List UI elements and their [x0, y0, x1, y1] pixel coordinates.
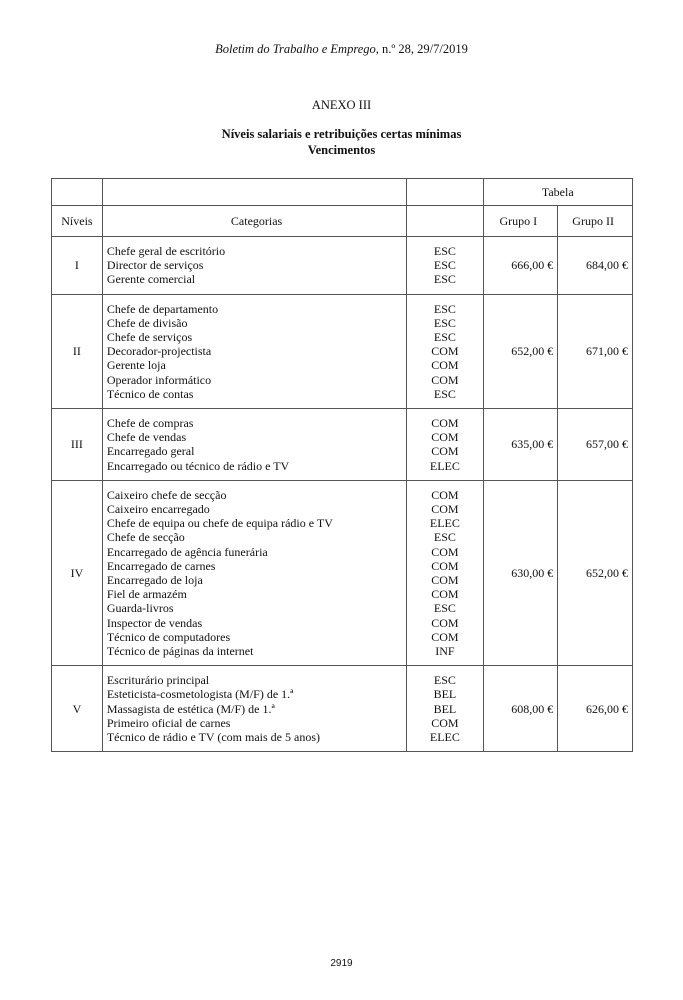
tipo-item: ELEC [429, 458, 460, 473]
categoria-item: Chefe de secção [106, 530, 185, 545]
grupo-1-value: 630,00 € [483, 480, 558, 665]
tipo-item: COM [431, 558, 459, 573]
table-row [52, 409, 633, 481]
tipo-item: COM [431, 430, 459, 445]
categoria-item: Técnico de contas [106, 386, 194, 401]
tipo-item: ESC [433, 386, 456, 401]
nivel-cell: V [52, 666, 103, 752]
categoria-item: Chefe de vendas [106, 430, 187, 445]
tipo-item: ELEC [429, 516, 460, 531]
tipo-cell [407, 409, 483, 481]
grupo-2-value: 684,00 € [558, 237, 633, 295]
categoria-item: Caixeiro chefe de secção [106, 487, 227, 502]
tipo-item: ESC [433, 673, 456, 688]
tipo-item: COM [431, 344, 459, 359]
grupo-2-value: 671,00 € [558, 294, 633, 408]
categorias-cell [102, 480, 406, 665]
grupo-1-value: 652,00 € [483, 294, 558, 408]
tipo-item: ESC [433, 244, 456, 258]
tipo-item: ESC [433, 272, 456, 287]
categorias-header: Categorias [102, 206, 406, 237]
tipo-item: COM [431, 715, 459, 730]
table-header-row-2 [52, 206, 633, 237]
categoria-item: Massagista de estética (M/F) de 1.ª [106, 701, 275, 716]
tipo-item: COM [431, 587, 459, 602]
categoria-item: Director de serviços [106, 258, 204, 273]
tipo-item: COM [431, 544, 459, 559]
categorias-cell [102, 666, 406, 752]
annex-label: ANEXO III [311, 98, 372, 112]
categoria-item: Técnico de computadores [106, 629, 231, 644]
categoria-item: Primeiro oficial de carnes [106, 715, 231, 730]
categoria-item: Técnico de rádio e TV (com mais de 5 anos) [106, 730, 320, 745]
tipo-item: COM [431, 502, 459, 517]
tabela-header: Tabela [483, 179, 633, 206]
categoria-item: Gerente loja [106, 358, 166, 373]
tipo-item: INF [435, 644, 455, 659]
salary-table [51, 178, 633, 752]
categoria-item: Encarregado de carnes [106, 558, 216, 573]
categoria-item: Esteticista-cosmetologista (M/F) de 1.ª [106, 687, 294, 702]
publication-issue: , n.º 28, 29/7/2019 [375, 42, 468, 56]
tipo-item: COM [431, 487, 459, 502]
categorias-cell [102, 294, 406, 408]
grupo-1-value: 608,00 € [483, 666, 558, 752]
tipo-item: BEL [433, 687, 457, 702]
tipo-cell [407, 666, 483, 752]
document-title [0, 126, 683, 158]
grupo-1-value: 666,00 € [483, 237, 558, 295]
categorias-cell [102, 409, 406, 481]
categoria-item: Encarregado de agência funerária [106, 544, 268, 559]
table-row [52, 666, 633, 752]
categoria-item: Encarregado de loja [106, 573, 203, 588]
header-empty-cell [407, 206, 483, 237]
nivel-cell: III [52, 409, 103, 481]
categoria-item: Chefe de divisão [106, 315, 188, 330]
tipo-item: COM [431, 573, 459, 588]
tipo-item: ESC [433, 530, 456, 545]
categoria-item: Inspector de vendas [106, 615, 203, 630]
page-number: 2919 [330, 958, 353, 969]
categoria-item: Escriturário principal [106, 673, 210, 688]
categoria-item: Gerente comercial [106, 272, 196, 287]
categoria-item: Chefe de serviços [106, 330, 193, 345]
tipo-item: ESC [433, 330, 456, 345]
table-row [52, 237, 633, 295]
categoria-item: Operador informático [106, 372, 212, 387]
tipo-item: COM [431, 416, 459, 431]
categoria-item: Chefe de compras [106, 416, 194, 431]
header-empty-cell [52, 179, 103, 206]
table-header-row-1 [52, 179, 633, 206]
categoria-item: Fiel de armazém [106, 587, 187, 602]
categoria-item: Guarda-livros [106, 601, 174, 616]
table-row [52, 294, 633, 408]
tipo-item: ELEC [429, 730, 460, 745]
tipo-item: COM [431, 615, 459, 630]
grupo-2-header: Grupo II [558, 206, 633, 237]
niveis-header: Níveis [52, 206, 103, 237]
nivel-cell: IV [52, 480, 103, 665]
nivel-cell: I [52, 237, 103, 295]
title-line-1: Níveis salariais e retribuições certas mínimas [221, 127, 462, 141]
categorias-cell [102, 237, 406, 295]
tipo-item: ESC [433, 258, 456, 273]
categoria-item: Técnico de páginas da internet [106, 644, 254, 659]
categoria-item: Decorador-projectista [106, 344, 212, 359]
header-empty-cell [102, 179, 406, 206]
publication-name: Boletim do Trabalho e Emprego [215, 42, 376, 56]
categoria-item: Chefe geral de escritório [106, 244, 226, 258]
nivel-cell: II [52, 294, 103, 408]
tipo-item: COM [431, 629, 459, 644]
categoria-item: Encarregado geral [106, 444, 195, 459]
grupo-2-value: 657,00 € [558, 409, 633, 481]
grupo-2-value: 652,00 € [558, 480, 633, 665]
page-header [0, 42, 683, 57]
title-line-2: Vencimentos [307, 143, 376, 157]
tipo-item: ESC [433, 315, 456, 330]
header-empty-cell [407, 179, 483, 206]
categoria-item: Chefe de departamento [106, 301, 219, 316]
grupo-1-value: 635,00 € [483, 409, 558, 481]
tipo-item: ESC [433, 601, 456, 616]
tipo-cell [407, 480, 483, 665]
table-row [52, 480, 633, 665]
categoria-item: Encarregado ou técnico de rádio e TV [106, 458, 290, 473]
tipo-cell [407, 294, 483, 408]
grupo-2-value: 626,00 € [558, 666, 633, 752]
tipo-item: COM [431, 358, 459, 373]
tipo-item: COM [431, 372, 459, 387]
grupo-1-header: Grupo I [483, 206, 558, 237]
tipo-item: BEL [433, 701, 457, 716]
tipo-item: ESC [433, 301, 456, 316]
tipo-cell [407, 237, 483, 295]
tipo-item: COM [431, 444, 459, 459]
categoria-item: Chefe de equipa ou chefe de equipa rádio e TV [106, 516, 333, 531]
categoria-item: Caixeiro encarregado [106, 502, 210, 517]
